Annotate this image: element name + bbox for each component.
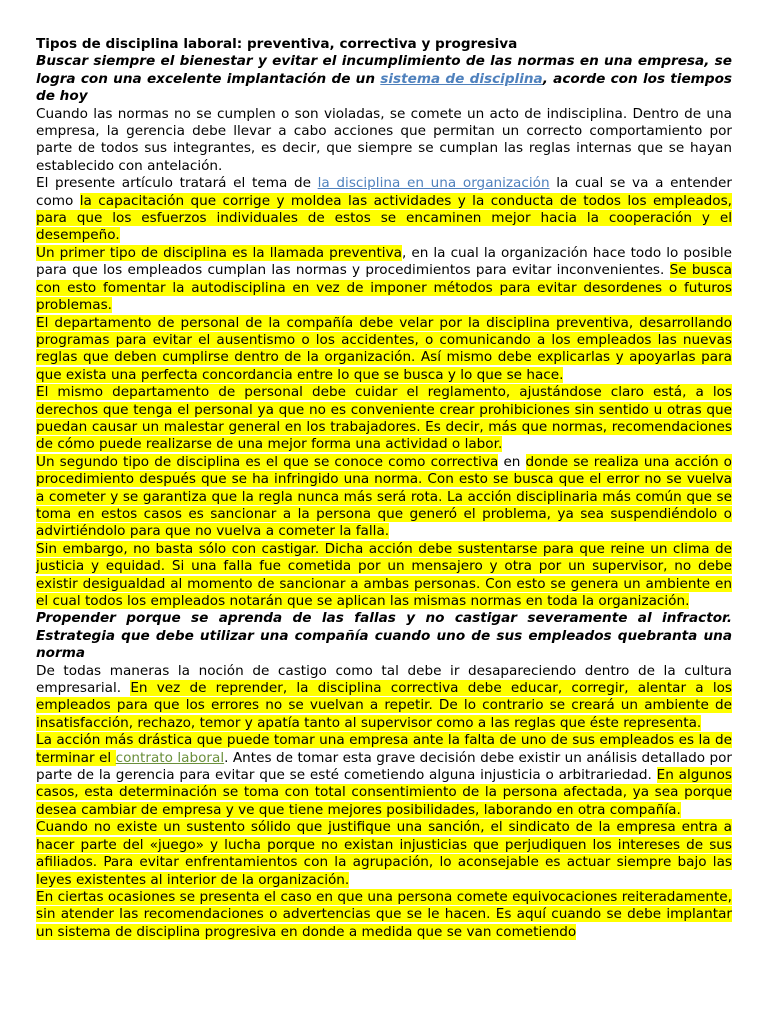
paragraph-4-highlight: El departamento de personal de la compañía debe velar por la disciplina preventiva, desarrollando programas para evitar el ausentismo o los accidentes, o comunicando a los empleados las nuevas reglas que deben cumplirse dentro de la organización. Así mismo debe explicarlas y apoyarlas para que exista una perfecta concordancia entre lo que se busca y lo que se hace. (36, 314, 732, 383)
paragraph-8-highlight: En vez de reprender, la disciplina correctiva debe educar, corregir, alentar a los empleados para que los errores no se vuelvan a repetir. De lo contrario se creará un ambiente de insatisfacción, rechazo, temor y apatía tanto al supervisor como a las reglas que éste representa. (36, 680, 732, 731)
paragraph-9-highlight-2: En algunos casos, esta determinación se toma con total consentimiento de la persona afectada, ya sea porque desea cambiar de empresa y ve que tiene mejores posibilidades, laborando en otra compañía. (36, 767, 732, 818)
subtitle-2: Propender porque se aprenda de las fallas y no castigar severamente al infractor. Estrategia que debe utilizar una compañía cuando uno de sus empleados quebranta una norma (36, 610, 732, 662)
paragraph-3-highlight-2: Se busca con esto fomentar la autodisciplina en vez de imponer métodos para evitar desordenes o futuros problemas. (36, 262, 732, 314)
paragraph-8 (36, 663, 732, 733)
paragraph-11 (36, 889, 732, 941)
paragraph-5 (36, 384, 732, 454)
paragraph-10 (36, 819, 732, 889)
paragraph-5-highlight: El mismo departamento de personal debe cuidar el reglamento, ajustándose claro está, a los derechos que tenga el personal ya que no es conveniente crear prohibiciones sin sentido u otras que puedan causar un malestar general en los trabajadores. Es decir, más que normas, recomendaciones de cómo puede realizarse de una mejor forma una actividad o labor. (36, 384, 732, 453)
paragraph-10-highlight: Cuando no existe un sustento sólido que justifique una sanción, el sindicato de la empresa entra a hacer parte del «juego» y lucha porque no existan injusticias que perjudiquen los intereses de sus afiliados. Para evitar enfrentamientos con la agrupación, lo aconsejable es actuar siempre bajo las leyes existentes al interior de la organización. (36, 819, 732, 888)
paragraph-3-mid: , en la cual la organización hace todo lo posible para que los empleados cumplan las normas y procedimientos para evitar inconvenientes. (36, 244, 732, 279)
paragraph-9 (36, 732, 732, 819)
subtitle-1-tail: , acorde con los tiempos de hoy (36, 70, 732, 105)
paragraph-7-highlight: Sin embargo, no basta sólo con castigar. Dicha acción debe sustentarse para que reine un clima de justicia y equidad. Si una falla fue cometida por un mensajero y otra por un supervisor, no debe existir desigualdad al momento de sancionar a ambas personas. Con esto se genera un ambiente en el cual todos los empleados notarán que se aplican las mismas normas en toda la organización. (36, 540, 732, 609)
paragraph-2-highlight: la capacitación que corrige y moldea las actividades y la conducta de todos los empleados, para que los esfuerzos individuales de estos se encaminen mejor hacia la cooperación y el desempeño. (36, 192, 733, 244)
paragraph-2-mid: la cual se va a entender como (36, 175, 732, 209)
paragraph-9-mid: . Antes de tomar esta grave decisión debe existir un análisis detallado por parte de la gerencia para evitar que se esté cometiendo alguna injusticia o arbitrariedad. (36, 749, 732, 784)
paragraph-3 (36, 245, 732, 315)
paragraph-6-highlight: Un segundo tipo de disciplina es el que se conoce como correctiva (36, 453, 499, 470)
paragraph-8-text: De todas maneras la noción de castigo como tal debe ir desapareciendo dentro de la cultura empresarial. (36, 662, 732, 697)
paragraph-9-highlight: La acción más drástica que puede tomar una empresa ante la falta de uno de sus empleados es la de terminar el (36, 732, 732, 766)
paragraph-11-highlight: En ciertas ocasiones se presenta el caso en que una persona comete equivocaciones reiteradamente, sin atender las recomendaciones o advertencias que se le hacen. Es aquí cuando se debe implantar un sistema de disciplina progresiva en donde a medida que se van cometiendo (36, 888, 732, 940)
paragraph-6 (36, 454, 732, 541)
document-title: Tipos de disciplina laboral: preventiva, correctiva y progresiva (36, 36, 518, 52)
paragraph-2-text: El presente artículo tratará el tema de (36, 175, 318, 192)
paragraph-1: Cuando las normas no se cumplen o son violadas, se comete un acto de indisciplina. Dentro de una empresa, la gerencia debe llevar a cabo acciones que permitan un correcto comportamiento por parte de todos sus integrantes, es decir, que siempre se cumplan las reglas internas que se hayan establecido con antelación. (36, 105, 732, 174)
paragraph-6-highlight-2: donde se realiza una acción o procedimiento después que se ha infringido una norma. Con esto se busca que el error no se vuelva a cometer y se garantiza que la regla nunca más será rota. La acción disciplinaria más común que se toma en estos casos es sancionar a la persona que generó el problema, ya sea suspendiéndolo o advirtiéndolo para que no vuelva a cometer la falla. (36, 453, 732, 540)
link-contrato-laboral[interactable]: contrato laboral (115, 749, 225, 766)
paragraph-4 (36, 315, 732, 385)
subtitle-1-text: Buscar siempre el bienestar y evitar el incumplimiento de las normas en una empresa, se logra con una excelente implantación de un (36, 53, 732, 87)
subtitle-1 (36, 53, 732, 105)
link-disciplina-organizacion[interactable]: la disciplina en una organización (317, 175, 550, 192)
paragraph-2 (36, 175, 732, 245)
paragraph-7 (36, 541, 732, 611)
paragraph-6-mid: en (498, 453, 526, 470)
link-sistema-disciplina[interactable]: sistema de disciplina (380, 70, 543, 87)
paragraph-3-highlight: Un primer tipo de disciplina es la llamada preventiva (36, 244, 402, 261)
